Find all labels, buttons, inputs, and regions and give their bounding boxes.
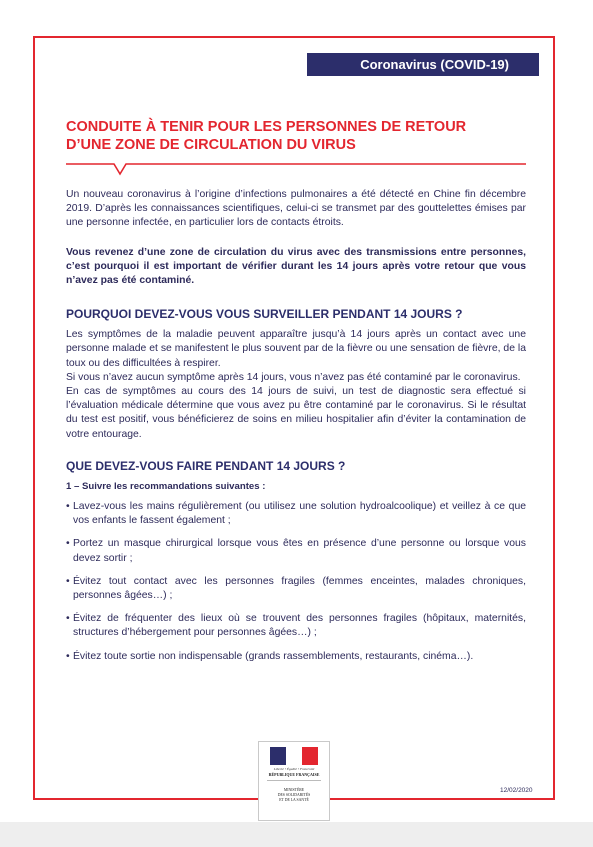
bullet-icon: • (66, 575, 70, 587)
document-title (66, 118, 536, 154)
title-line-2: D’UNE ZONE DE CIRCULATION DU VIRUS (66, 137, 356, 153)
list-item: • Évitez tout contact avec les personnes fragiles (femmes enceintes, malades chroniques, personnes âgées…) ; (66, 575, 526, 602)
list-item: • Évitez toute sortie non indispensable (grands rassemblements, restaurants, cinéma…). (66, 650, 526, 664)
logo-motto: Liberté • Égalité • Fraternité (273, 767, 315, 771)
list-item: • Évitez de fréquenter des lieux où se trouvent des personnes fragiles (hôpitaux, maternités, structures d’hébergement pour personnes âgées…) ; (66, 613, 526, 639)
speech-bubble-underline (66, 162, 536, 176)
topic-tag: Coronavirus (COVID-19) (307, 53, 539, 76)
bullet-icon: • (66, 650, 70, 662)
intro-paragraph: Un nouveau coronavirus à l’origine d’infections pulmonaires a été détecté en Chine fin décembre 2019. D’après les connaissances scientifiques, celui-ci se transmet par des gouttelettes émises par une personne infectée, en particulier lors de contacts étroits. (66, 189, 526, 229)
bullet-icon: • (66, 538, 70, 550)
recommendations-subheading: 1 – Suivre les recommandations suivantes : (66, 480, 266, 492)
section-heading-why: POURQUOI DEVEZ-VOUS VOUS SURVEILLER PENDANT 14 JOURS ? (66, 307, 463, 322)
bottom-margin-strip (0, 822, 593, 847)
ministry-logo (258, 741, 330, 821)
marianne-flag-icon (270, 747, 318, 765)
logo-republic: RÉPUBLIQUE FRANÇAISE (268, 772, 320, 777)
why-paragraph-1: Les symptômes de la maladie peuvent apparaître jusqu’à 14 jours après un contact avec une personne malade et se manifestent le plus souvent par de la fièvre ou une sensation de fièvre, de la toux ou des difficultées à respirer. (66, 329, 526, 369)
section-heading-what: QUE DEVEZ-VOUS FAIRE PENDANT 14 JOURS ? (66, 458, 346, 473)
list-item: • Portez un masque chirurgical lorsque vous êtes en présence d’une personne ou lorsque vous devez sortir ; (66, 538, 526, 564)
document-body (66, 188, 526, 673)
title-line-1: CONDUITE À TENIR POUR LES PERSONNES DE RETOUR (66, 119, 467, 135)
why-paragraph-3: En cas de symptômes au cours des 14 jours de suivi, un test de diagnostic sera effectué si l’évaluation médicale détermine que vous avez pu être contaminé par le coronavirus. Si le résultat du test est positif, vous bénéficierez de soins en milieu hospitalier afin d’éviter la contamination de votre entourage. (66, 386, 526, 440)
why-paragraph-2: Si vous n’avez aucun symptôme après 14 jours, vous n’avez pas été contaminé par le coronavirus. (66, 371, 521, 383)
list-item: • Lavez-vous les mains régulièrement (ou utilisez une solution hydroalcoolique) et veillez à ce que vos enfants le fassent également ; (66, 501, 526, 527)
document-date: 12/02/2020 (500, 787, 533, 794)
recommendations-list (66, 500, 526, 664)
bullet-icon: • (66, 501, 70, 513)
bullet-icon: • (66, 613, 70, 625)
logo-divider (267, 780, 321, 781)
logo-ministry: MINISTÈRE DES SOLIDARITÉS ET DE LA SANTÉ (277, 788, 311, 802)
intro-bold-paragraph: Vous revenez d’une zone de circulation du virus avec des transmissions entre personnes, c’est pourquoi il est important de vérifier durant les 14 jours après votre retour que vous n’avez pas été contaminé. (66, 246, 526, 287)
